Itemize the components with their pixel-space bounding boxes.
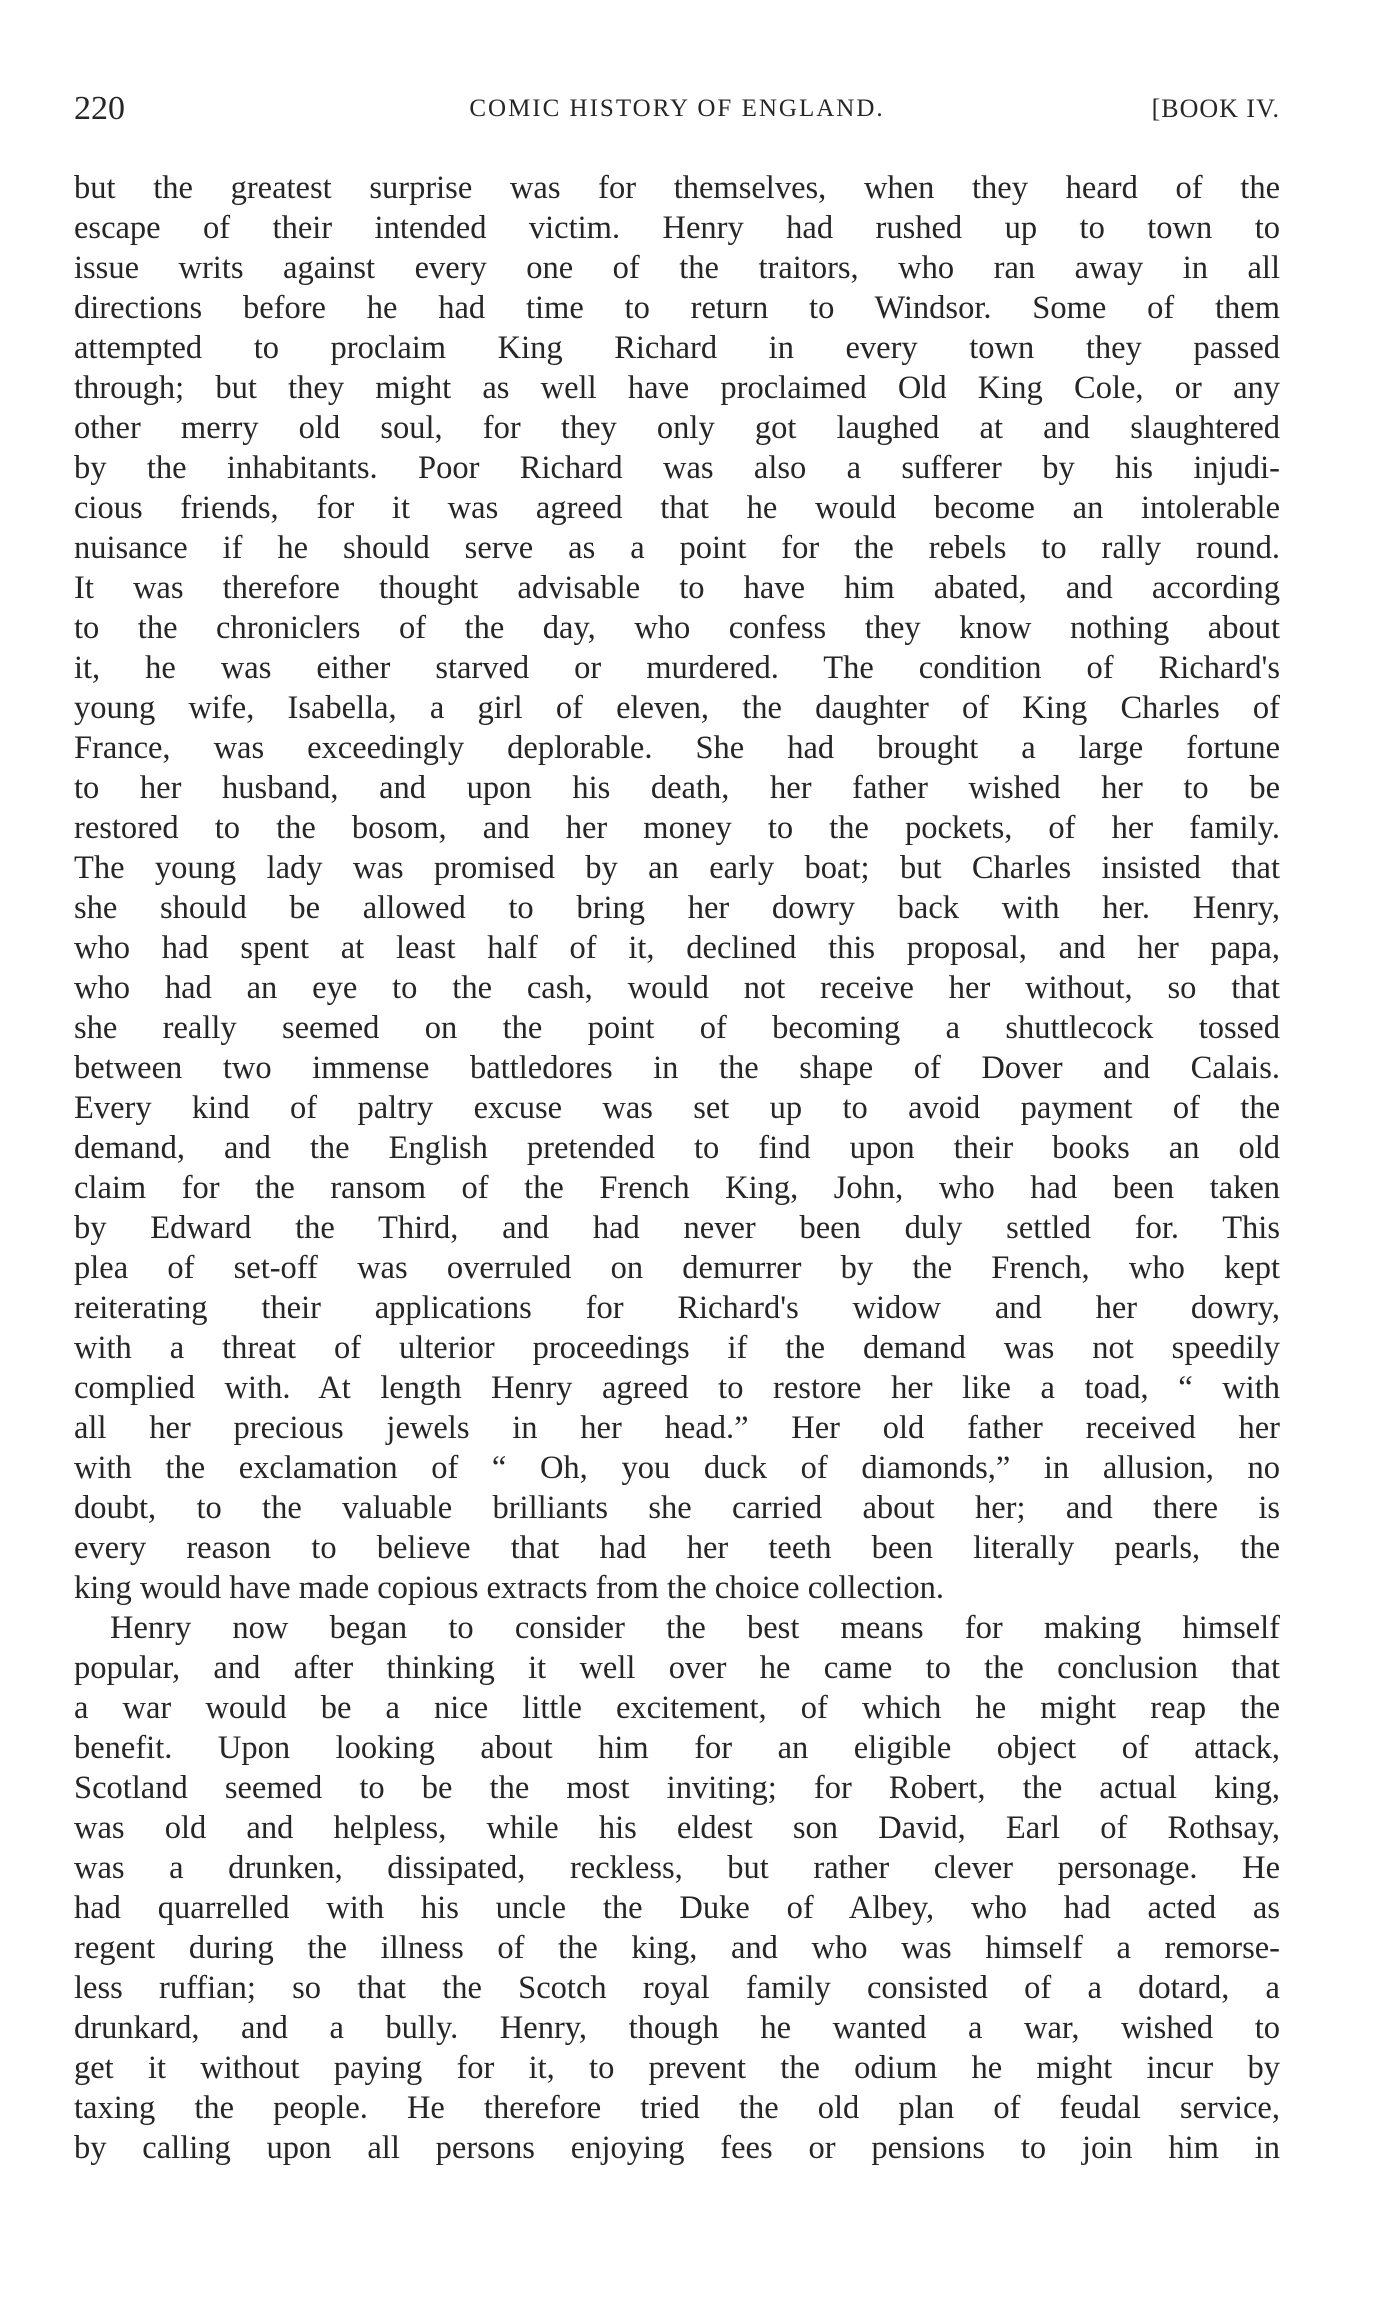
text-line: Henry now began to consider the best means for making himself (110, 1610, 1280, 1646)
text-line: less ruffian; so that the Scotch royal family consisted of a dotard, a (74, 1970, 1280, 2006)
text-line: complied with. At length Henry agreed to restore her like a toad, “ with (74, 1370, 1280, 1406)
text-line: to her husband, and upon his death, her father wished her to be (74, 770, 1280, 806)
text-line: she should be allowed to bring her dowry back with her. Henry, (74, 890, 1280, 926)
running-head (74, 84, 1280, 134)
book-label: [BOOK IV. (1151, 94, 1280, 123)
text-line: by the inhabitants. Poor Richard was also a sufferer by his injudi- (74, 450, 1280, 486)
text-line: it, he was either starved or murdered. The condition of Richard's (74, 650, 1280, 686)
text-line: who had an eye to the cash, would not receive her without, so that (74, 970, 1280, 1006)
text-line: benefit. Upon looking about him for an eligible object of attack, (74, 1730, 1280, 1766)
text-line: between two immense battledores in the shape of Dover and Calais. (74, 1050, 1280, 1086)
text-line: king would have made copious extracts from the choice collection. (74, 1570, 944, 1606)
text-line: taxing the people. He therefore tried the old plan of feudal service, (74, 2090, 1280, 2126)
text-line: Every kind of paltry excuse was set up to avoid payment of the (74, 1090, 1280, 1126)
text-line: by Edward the Third, and had never been duly settled for. This (74, 1210, 1280, 1246)
text-line: directions before he had time to return to Windsor. Some of them (74, 290, 1280, 326)
text-line: get it without paying for it, to prevent the odium he might incur by (74, 2050, 1280, 2086)
text-line: all her precious jewels in her head.” Her old father received her (74, 1410, 1280, 1446)
text-line: escape of their intended victim. Henry had rushed up to town to (74, 210, 1280, 246)
text-line: cious friends, for it was agreed that he would become an intolerable (74, 490, 1280, 526)
text-line: The young lady was promised by an early boat; but Charles insisted that (74, 850, 1280, 886)
text-line: plea of set-off was overruled on demurrer by the French, who kept (74, 1250, 1280, 1286)
text-line: by calling upon all persons enjoying fees or pensions to join him in (74, 2130, 1280, 2166)
text-line: nuisance if he should serve as a point for the rebels to rally round. (74, 530, 1280, 566)
text-line: issue writs against every one of the traitors, who ran away in all (74, 250, 1280, 286)
text-line: to the chroniclers of the day, who confess they know nothing about (74, 610, 1280, 646)
text-line: through; but they might as well have proclaimed Old King Cole, or any (74, 370, 1280, 406)
text-line: was old and helpless, while his eldest son David, Earl of Rothsay, (74, 1810, 1280, 1846)
text-line: with a threat of ulterior proceedings if the demand was not speedily (74, 1330, 1280, 1366)
text-line: France, was exceedingly deplorable. She had brought a large fortune (74, 730, 1280, 766)
text-line: had quarrelled with his uncle the Duke of Albey, who had acted as (74, 1890, 1280, 1926)
text-line: but the greatest surprise was for themselves, when they heard of the (74, 170, 1280, 206)
text-line: demand, and the English pretended to find upon their books an old (74, 1130, 1280, 1166)
text-line: who had spent at least half of it, declined this proposal, and her papa, (74, 930, 1280, 966)
text-line: was a drunken, dissipated, reckless, but rather clever personage. He (74, 1850, 1280, 1886)
text-line: drunkard, and a bully. Henry, though he wanted a war, wished to (74, 2010, 1280, 2046)
text-line: she really seemed on the point of becoming a shuttlecock tossed (74, 1010, 1280, 1046)
page-number: 220 (74, 90, 125, 127)
text-line: attempted to proclaim King Richard in every town they passed (74, 330, 1280, 366)
text-line: Scotland seemed to be the most inviting; for Robert, the actual king, (74, 1770, 1280, 1806)
body-text (74, 168, 1280, 2168)
text-line: reiterating their applications for Richard's widow and her dowry, (74, 1290, 1280, 1326)
text-line: every reason to believe that had her teeth been literally pearls, the (74, 1530, 1280, 1566)
text-line: popular, and after thinking it well over he came to the conclusion that (74, 1650, 1280, 1686)
text-line: with the exclamation of “ Oh, you duck of diamonds,” in allusion, no (74, 1450, 1280, 1486)
text-line: young wife, Isabella, a girl of eleven, the daughter of King Charles of (74, 690, 1280, 726)
text-line: restored to the bosom, and her money to the pockets, of her family. (74, 810, 1280, 846)
text-line: It was therefore thought advisable to have him abated, and according (74, 570, 1280, 606)
text-line: regent during the illness of the king, and who was himself a remorse- (74, 1930, 1280, 1966)
text-line: a war would be a nice little excitement, of which he might reap the (74, 1690, 1280, 1726)
text-line: doubt, to the valuable brilliants she carried about her; and there is (74, 1490, 1280, 1526)
text-line: claim for the ransom of the French King, John, who had been taken (74, 1170, 1280, 1206)
running-title: COMIC HISTORY OF ENGLAND. (469, 95, 885, 122)
text-line: other merry old soul, for they only got laughed at and slaughtered (74, 410, 1280, 446)
